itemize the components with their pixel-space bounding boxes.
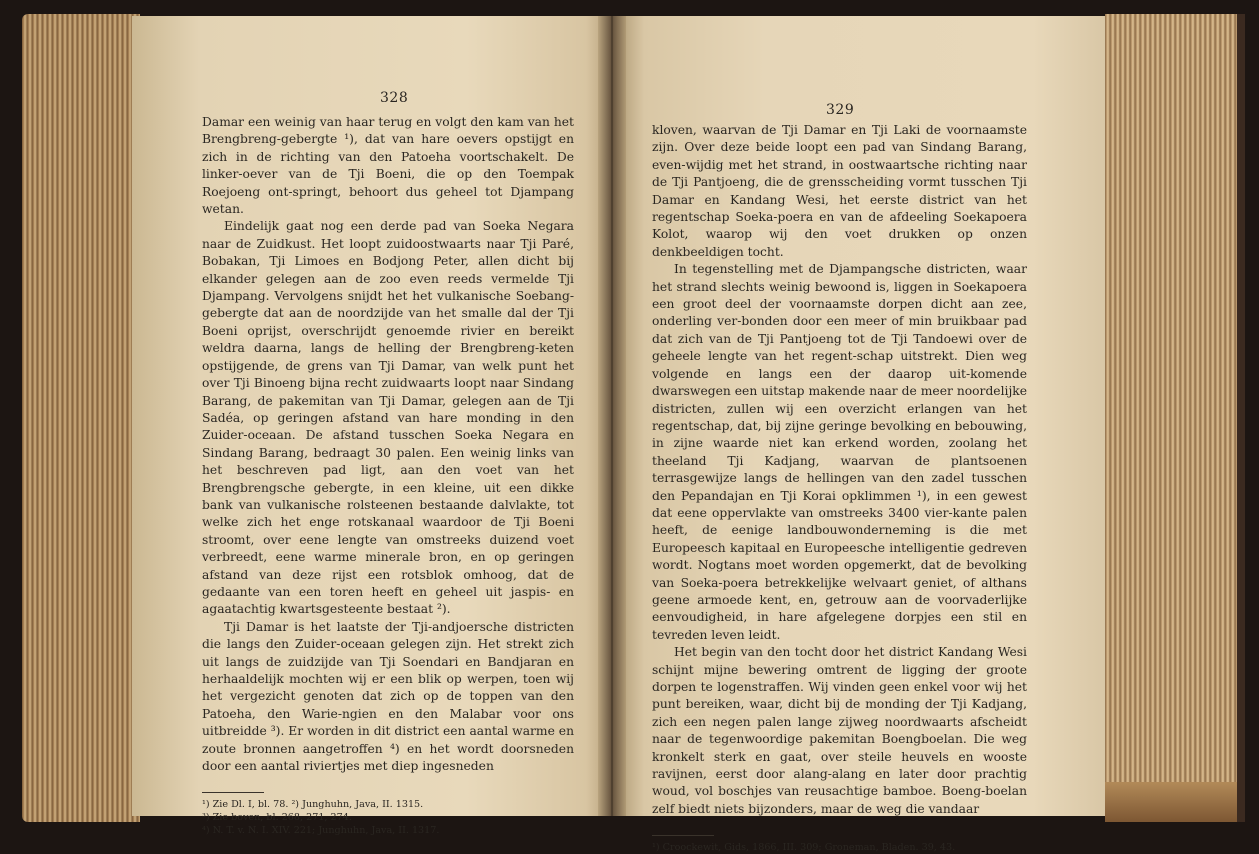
paragraph: Eindelijk gaat nog een derde pad van Soeka Negara naar de Zuidkust. Het loopt zuidoostwaarts naar Tji Paré, Bobakan, Tji Limoes en Bodjong Peter, allen dicht bij elkander gelegen aan de zoo even reeds vermelde Tji Djampang. Vervolgens snijdt het het vulkanische Soebang-gebergte dat aan de noordzijde van het smalle dal der Tji Boeni oprijst, overschrijdt genoemde rivier en bereikt weldra daarna, langs de helling der Brengbreng-keten opstijgende, de grens van Tji Damar, van welk punt het over Tji Binoeng bijna recht zuidwaarts loopt naar Sindang Barang, de pakemitan van Tji Damar, gelegen aan de Tji Sadéa, op geringen afstand van hare monding in den Zuider-oceaan. De afstand tusschen Soeka Negara en Sindang Barang, bedraagt 30 palen. Een weinig links van het beschreven pad ligt, aan den voet van het Brengbrengsche gebergte, in een kleine, uit een dikke bank van vulkanische rolsteenen bestaande dalvlakte, tot welke zich het enge rotskanaal waardoor de Tji Boeni stroomt, over eene lengte van omstreeks duizend voet verbreedt, eene warme minerale bron, en op geringen afstand van deze rijst een rotsblok omhoog, dat de gedaante van een toren heeft en geheel uit jaspis- en agaatachtig kwartsgesteente bestaat ²). xyxy=(202,219,574,617)
paragraph: kloven, waarvan de Tji Damar en Tji Laki de voornaamste zijn. Over deze beide loopt een pad van Sindang Barang, even-wijdig met het strand, in oostwaartsche richting naar de Tji Pantjoeng, die de grensscheiding vormt tusschen Tji Damar en Kandang Wesi, het eerste district van het regentschap Soeka-poera en van de afdeeling Soekapoera Kolot, waarop wij den voet drukken op onzen denkbeeldigen tocht. xyxy=(652,123,1027,259)
footnotes xyxy=(652,841,1027,854)
paragraph: Damar een weinig van haar terug en volgt den kam van het Brengbreng-gebergte ¹), dat van hare oevers opstijgt en zich in de richting van den Patoeha voortschakelt. De linker-oever van de Tji Boeni, die op den Toempak Roejoeng ont-springt, behoort dus geheel tot Djampang wetan. xyxy=(202,115,574,217)
footnote: ³) Zie boven, bl. 268, 271, 274. xyxy=(202,812,352,824)
footnote-divider xyxy=(652,835,714,836)
footnote: ¹) Croockewit, Gids, 1866, III. 309; Groneman, Bladen. 39, 43. xyxy=(652,842,956,854)
right-page xyxy=(620,16,1105,854)
footnote: ¹) Zie Dl. I, bl. 78. ²) Junghuhn, Java, II. 1315. xyxy=(202,799,424,811)
page-number: 329 xyxy=(826,102,855,118)
book-cover-edge xyxy=(1237,14,1245,822)
left-page-edges xyxy=(22,14,140,822)
page-body xyxy=(202,114,574,837)
left-page xyxy=(132,16,610,837)
page-body xyxy=(652,122,1027,854)
footnote: ⁴) N. T. v. N. I. XIV. 221; Junghuhn, Java, II. 1317. xyxy=(202,825,440,837)
paragraph: In tegenstelling met de Djampangsche districten, waar het strand slechts weinig bewoond is, liggen in Soekapoera een groot deel der voornaamste dorpen dicht aan zee, onderling ver-bonden door een meer of min bruikbaar pad dat zich van de Tji Pantjoeng tot de Tji Tandoewi over de geheele lengte van het regent-schap uitstrekt. Dien weg volgende en langs een der daarop uit-komende dwarswegen een uitstap makende naar de meer noordelijke districten, zullen wij een overzicht erlangen van het regentschap, dat, bij zijne geringe bevolking en bebouwing, in zijne waarde niet kan erkend worden, zoolang het theeland Tji Kadjang, waarvan de plantsoenen terrasgewijze langs de hellingen van den zadel tusschen den Pepandajan en Tji Korai opklimmen ¹), in een gewest dat eene oppervlakte van omstreeks 3400 vier-kante palen heeft, de eenige landbouwonderneming is die met Europeesch kapitaal en Europeesche intelligentie gedreven wordt. Nogtans moet worden opgemerkt, dat de bevolking van Soeka-poera betrekkelijke welvaart geniet, of althans geene armoede kent, en, getrouw aan de voorvaderlijke eenvoudigheid, in hare afgelegene dorpjes een stil en tevreden leven leidt. xyxy=(652,262,1027,642)
footnotes xyxy=(202,798,574,837)
right-page-edges xyxy=(1105,14,1245,822)
book-gutter xyxy=(598,16,626,816)
paragraph: Het begin van den tocht door het district Kandang Wesi schijnt mijne bewering omtrent de ligging der groote dorpen te logenstraffen. Wij vinden geen enkel voor wij het punt bereiken, waar, dicht bij de monding der Tji Kadjang, zich een negen palen lange zijweg noordwaarts afscheidt naar de tegenwoordige pakemitan Boengboelan. Die weg kronkelt sterk en gaat, over steile heuvels en wooste ravijnen, eerst door alang-alang en later door prachtig woud, vol boschjes van reusachtige bamboe. Boeng-boelan zelf biedt niets bijzonders, maar de weg die vandaar xyxy=(652,645,1027,816)
page-number: 328 xyxy=(380,90,409,106)
footnote-divider xyxy=(202,792,264,793)
paragraph: Tji Damar is het laatste der Tji-andjoersche districten die langs den Zuider-oceaan gelegen zijn. Het strekt zich uit langs de zuidzijde van Tji Soendari en Bandjaran en herhaaldelijk mochten wij er een blik op werpen, toen wij het vergezicht genoten dat zich op de toppen van den Patoeha, den Warie-ngien en den Malabar voor ons uitbreidde ³). Er worden in dit district een aantal warme en zoute bronnen aangetroffen ⁴) en het wordt doorsneden door een aantal riviertjes met diep ingesneden xyxy=(202,619,574,774)
